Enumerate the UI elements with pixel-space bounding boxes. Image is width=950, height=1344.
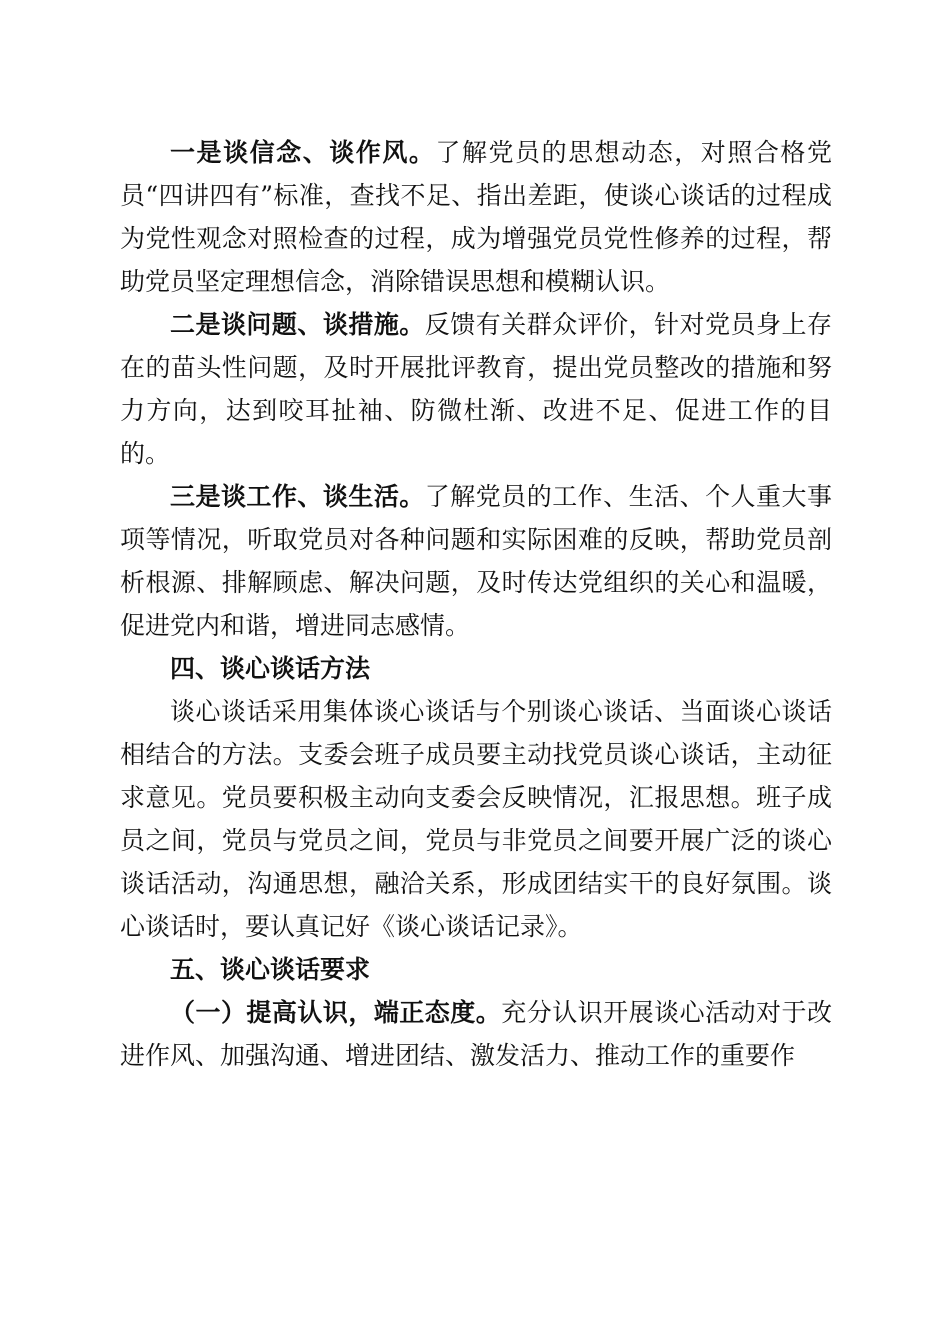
- paragraph-methods: 谈心谈话采用集体谈心谈话与个别谈心谈话、当面谈心谈话相结合的方法。支委会班子成员要主动找党员谈心谈话，主动征求意见。党员要积极主动向支委会反映情况，汇报思想。班子成员之间，党员与党员之间，党员与非党员之间要开展广泛的谈心谈话活动，沟通思想，融洽关系，形成团结实干的良好氛围。谈心谈话时，要认真记好《谈心谈话记录》。: [120, 697, 832, 941]
- paragraph-text: 充分认识开展谈心活动对于改进作风、加强沟通、增进团结、激发活力、推动工作的重要作: [120, 998, 832, 1070]
- section-heading-methods: 四、谈心谈话方法: [170, 654, 371, 683]
- paragraph-text: 反馈有关群众评价，针对党员身上存在的苗头性问题，及时开展批评教育，提出党员整改的措施和努力方向，达到咬耳扯袖、防微杜渐、改进不足、促进工作的目的。: [120, 310, 832, 468]
- paragraph-lead: 二是谈问题、谈措施。: [170, 310, 425, 339]
- paragraph-text: 了解党员的思想动态，对照合格党员“四讲四有”标准，查找不足、指出差距，使谈心谈话的过程成为党性观念对照检查的过程，成为增强党员党性修养的过程，帮助党员坚定理想信念，消除错误思想和模糊认识。: [120, 138, 832, 296]
- paragraph-requirement-1: [120, 991, 832, 1077]
- section-heading-requirements: 五、谈心谈话要求: [170, 955, 371, 984]
- paragraph-lead: 三是谈工作、谈生活。: [170, 482, 425, 511]
- paragraph-problems-measures: [120, 303, 832, 475]
- document-body: [120, 131, 832, 1077]
- paragraph-lead: （一）提高认识，端正态度。: [170, 998, 502, 1027]
- paragraph-text: 了解党员的工作、生活、个人重大事项等情况，听取党员对各种问题和实际困难的反映，帮助党员剖析根源、排解顾虑、解决问题，及时传达党组织的关心和温暖，促进党内和谐，增进同志感情。: [120, 482, 832, 640]
- paragraph-belief-style: [120, 131, 832, 303]
- paragraph-work-life: [120, 475, 832, 647]
- paragraph-lead: 一是谈信念、谈作风。: [170, 138, 436, 167]
